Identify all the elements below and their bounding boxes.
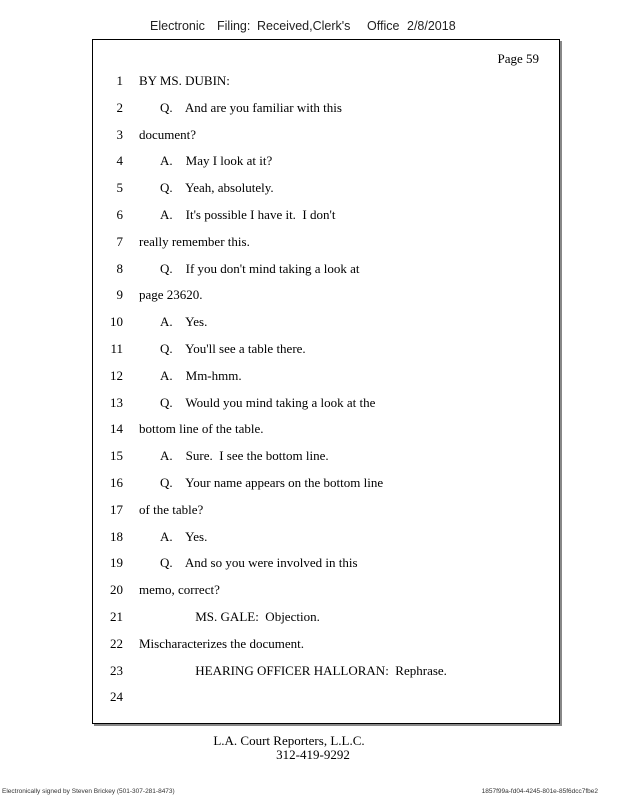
line-text: really remember this. [139,233,250,249]
transcript-line [93,473,559,493]
footer-company: L.A. Court Reporters, L.L.C. [213,733,365,748]
line-number: 23 [110,662,123,678]
footer-phone: 312-419-9292 [276,747,350,762]
transcript-line [93,259,559,279]
transcript-line [93,419,559,439]
transcript-line [93,500,559,520]
line-number: 2 [116,99,123,115]
header-word: Received,Clerk's [257,19,351,33]
line-text: Q. Your name appears on the bottom line [160,475,384,490]
transcript-line [93,687,559,707]
line-number: 7 [116,233,123,249]
line-number: 9 [116,287,123,303]
transcript-line [93,232,559,252]
line-text: Q. And are you familiar with this [160,99,342,115]
transcript-line [93,98,559,118]
line-text: BY MS. DUBIN: [139,73,230,88]
line-number: 13 [110,394,123,410]
line-text: of the table? [139,501,204,517]
line-text: memo, correct? [139,582,220,598]
line-text: A. May I look at it? [160,153,273,169]
transcript-line [93,393,559,413]
line-text: Q. Would you mind taking a look at the [160,394,376,410]
line-text: A. Yes. [160,314,208,330]
line-number: 24 [110,689,123,705]
line-number: 1 [116,73,123,88]
line-number: 20 [110,582,123,598]
line-number: 5 [116,180,123,196]
transcript-line [93,312,559,332]
line-number: 3 [116,126,123,142]
line-number: 16 [110,475,123,490]
line-number: 8 [116,260,123,276]
line-number: 19 [110,555,123,571]
line-text: Q. Yeah, absolutely. [160,180,274,196]
line-text: A. Yes. [160,528,208,544]
line-text: HEARING OFFICER HALLORAN: Rephrase. [179,662,447,678]
transcript-line [93,527,559,547]
transcript-line [93,553,559,573]
line-number: 10 [110,314,123,330]
line-number: 4 [116,153,123,169]
line-text: A. It's possible I have it. I don't [160,207,336,222]
line-text: Q. And so you were involved in this [160,555,358,571]
line-text: A. Mm-hmm. [160,367,242,383]
line-text: Q. You'll see a table there. [160,341,306,356]
line-text: MS. GALE: Objection. [179,609,320,624]
transcript-line [93,71,559,91]
line-text: bottom line of the table. [139,421,264,437]
line-number: 21 [110,609,123,624]
line-number: 17 [110,501,123,517]
transcript-line [93,446,559,466]
transcript-line [93,285,559,305]
line-text: page 23620. [139,287,203,303]
transcript-page [92,39,560,724]
line-text: Mischaracterizes the document. [139,635,304,651]
transcript-line [93,205,559,225]
transcript-line [93,151,559,171]
transcript-line [93,580,559,600]
line-text: document? [139,126,197,142]
transcript-line [93,178,559,198]
header-word: Electronic [150,19,205,33]
line-number: 14 [110,421,123,437]
line-number: 12 [110,367,123,383]
transcript-line [93,366,559,386]
signature-right: 1857f99a-fd04-4245-801e-85f6dcc7fbe2 [481,788,598,795]
transcript-line [93,634,559,654]
line-number: 11 [110,341,123,356]
line-number: 15 [110,448,123,464]
page-number: Page 59 [497,51,539,66]
line-text: Q. If you don't mind taking a look at [160,260,360,276]
signature-left: Electronically signed by Steven Brickey (501-307-281-8473) [2,788,175,795]
header-word: 2/8/2018 [407,19,456,33]
line-number: 6 [116,207,123,222]
transcript-line [93,339,559,359]
transcript-line [93,125,559,145]
line-number: 18 [110,528,123,544]
line-text: A. Sure. I see the bottom line. [160,448,329,464]
transcript-line [93,661,559,681]
header-word: Office [367,19,400,33]
header-word: Filing: [217,19,251,33]
line-number: 22 [110,635,123,651]
transcript-line [93,607,559,627]
